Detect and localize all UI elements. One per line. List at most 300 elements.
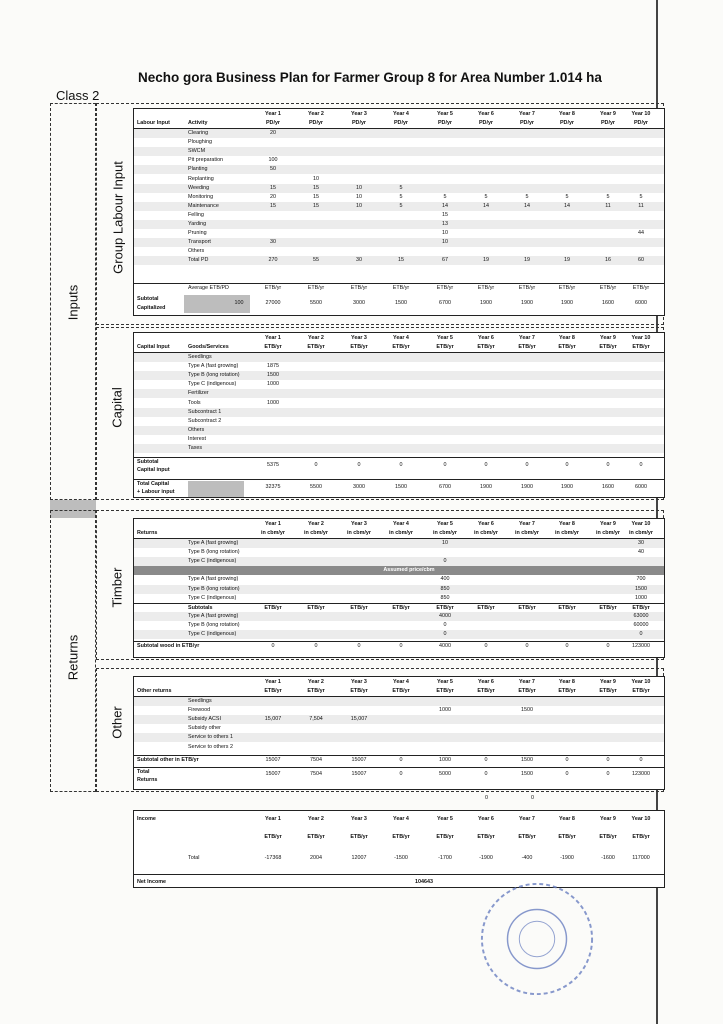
capital-subtotal-value: 0 <box>639 462 643 468</box>
row-section-label: Subtotal <box>137 296 159 302</box>
unit-header: ETB/yr <box>307 688 325 694</box>
avg-value: 100 <box>234 300 244 306</box>
year-header: Year 3 <box>351 679 367 685</box>
year-header: Year 8 <box>559 679 575 685</box>
cell-value: 700 <box>636 576 646 583</box>
row-label: Subsidy ACSI <box>188 716 221 723</box>
cell-value: -1600 <box>601 855 615 861</box>
row-section-label: Total <box>137 769 150 775</box>
total-returns-value: 123000 <box>632 771 650 777</box>
labour-subtotal-value: 27000 <box>265 300 281 306</box>
labour-subtotal-value: 3000 <box>353 300 365 306</box>
capital-subtotal-value: 5375 <box>267 462 279 468</box>
official-stamp <box>478 880 596 998</box>
net-income-value: 104643 <box>415 879 433 885</box>
cell-value: 10 <box>442 230 448 237</box>
unit-header: ETB/yr <box>558 285 576 291</box>
unit-header: ETB/yr <box>307 834 325 840</box>
unit-header: in cbm/yr <box>596 530 620 536</box>
year-header: Year 9 <box>600 679 616 685</box>
other-row <box>134 733 664 742</box>
year-header-row <box>134 110 664 119</box>
cell-value: 50 <box>270 166 276 173</box>
row-label: Yarding <box>188 221 207 227</box>
year-header: Year 2 <box>308 679 324 685</box>
unit-header: PD/yr <box>478 120 494 126</box>
row-label: Others <box>188 426 205 433</box>
year-header-row <box>134 678 664 687</box>
capital-row <box>134 371 664 380</box>
labour-row <box>134 238 664 247</box>
unit-header: ETB/yr <box>599 834 617 840</box>
total-returns-value: 0 <box>565 771 569 777</box>
cell-value: 30 <box>638 540 644 546</box>
capital-subtotal-value: 0 <box>314 462 318 468</box>
labour-subtotal-value: 6000 <box>635 300 647 306</box>
year-header: Year 5 <box>437 679 453 685</box>
capital-subtotal-value: 0 <box>565 462 569 468</box>
cell-value: -1700 <box>438 855 452 861</box>
cell-value: 10 <box>442 540 448 546</box>
cell-value: 60000 <box>633 621 649 628</box>
unit-header: PD/yr <box>308 120 324 126</box>
year-header: Year 1 <box>265 521 281 527</box>
row-label: Type B (long rotation) <box>188 372 240 379</box>
total-capital-box <box>188 481 244 497</box>
labour-subtotal-value: 5500 <box>310 300 322 306</box>
cell-value: 0 <box>525 643 529 650</box>
row-label: Type A (fast growing) <box>188 540 239 546</box>
year-header-row <box>134 520 664 529</box>
unit-header: ETB/yr <box>307 344 325 350</box>
capital-total-value: 1900 <box>480 484 492 490</box>
extra-value: 0 <box>485 795 488 801</box>
unit-header: ETB/yr <box>392 344 410 350</box>
cell-value: 0 <box>399 643 403 650</box>
year-header: Year 7 <box>519 521 535 527</box>
unit-header: in cbm/yr <box>474 530 498 536</box>
cell-value: -1500 <box>394 855 408 861</box>
cell-value: 2004 <box>310 855 322 861</box>
cell-value: 1000 <box>267 399 279 406</box>
capital-row <box>134 362 664 371</box>
total-returns-value: 15007 <box>265 771 281 777</box>
row-label: Monitoring <box>188 193 214 200</box>
cell-value: 60 <box>638 257 644 264</box>
timber-volume-row <box>134 539 664 548</box>
year-header: Year 3 <box>351 816 367 822</box>
cell-value: 5 <box>525 193 529 200</box>
cell-value: 850 <box>440 585 450 592</box>
unit-header: ETB/yr <box>558 344 576 350</box>
row-section-label: Capital Input <box>137 344 170 350</box>
cell-value: 14 <box>483 202 489 209</box>
timber-volume-row <box>134 557 664 566</box>
unit-header: ETB/yr <box>392 285 410 291</box>
capital-row <box>134 426 664 435</box>
other-row <box>134 724 664 733</box>
unit-header: in cbm/yr <box>555 530 579 536</box>
cell-value: 15 <box>313 184 319 191</box>
cell-value: 67 <box>442 257 448 264</box>
capital-table <box>133 332 665 498</box>
unit-header: in cbm/yr <box>347 530 371 536</box>
row-label: Interest <box>188 435 206 442</box>
unit-header: ETB/yr <box>392 688 410 694</box>
cell-value: 0 <box>565 643 569 650</box>
capital-total-value: 6700 <box>439 484 451 490</box>
cell-value: 11 <box>605 202 611 209</box>
cell-value: 4000 <box>439 643 451 650</box>
capital-total-value: 6000 <box>635 484 647 490</box>
timber-subtotal-row <box>134 612 664 621</box>
row-label: Activity <box>188 120 208 126</box>
other-table <box>133 676 665 790</box>
cell-value: 19 <box>564 257 570 264</box>
labour-avg-row <box>134 283 664 293</box>
row-section-label: Returns <box>137 777 158 783</box>
unit-header: ETB/yr <box>477 285 495 291</box>
cell-value: 15 <box>442 211 448 218</box>
total-returns-value: 0 <box>606 771 610 777</box>
cell-value: 1500 <box>635 585 647 592</box>
row-label: Subcontract 1 <box>188 408 222 415</box>
capital-subtotal-value: 0 <box>525 462 529 468</box>
cell-value: 10 <box>356 202 362 209</box>
year-header: Year 1 <box>265 816 281 822</box>
total-returns-value: 15007 <box>351 771 367 777</box>
unit-header: ETB/yr <box>264 604 282 611</box>
year-header: Year 4 <box>393 111 409 117</box>
cell-value: 15 <box>270 184 276 191</box>
total-returns-value: 7504 <box>310 771 322 777</box>
row-label: Planting <box>188 166 208 173</box>
row-label: Others <box>188 248 205 255</box>
timber-label: Timber <box>109 567 125 608</box>
row-section-label: Subtotal other in ETB/yr <box>137 757 199 763</box>
cell-value: 0 <box>639 757 643 763</box>
capital-row <box>134 380 664 389</box>
unit-header: PD/yr <box>351 120 367 126</box>
timber-table <box>133 518 665 658</box>
inputs-label: Inputs <box>65 284 81 321</box>
row-label: Seedlings <box>188 354 212 360</box>
cell-value: 30 <box>356 257 362 264</box>
capital-total-value: 5500 <box>310 484 322 490</box>
capital-total-value: 1900 <box>521 484 533 490</box>
unit-header: ETB/yr <box>558 604 576 611</box>
year-header: Year 10 <box>631 816 651 822</box>
row-label: Type C (indigenous) <box>188 594 237 601</box>
unit-header: ETB/yr <box>558 834 576 840</box>
year-header-row <box>134 334 664 343</box>
capital-subtotal-value: 0 <box>357 462 361 468</box>
year-header: Year 5 <box>437 335 453 341</box>
labour-row <box>134 147 664 156</box>
year-header: Year 6 <box>478 816 494 822</box>
cell-value: 20 <box>270 193 276 200</box>
year-header: Year 3 <box>351 335 367 341</box>
other-row <box>134 743 664 752</box>
unit-header: ETB/yr <box>350 344 368 350</box>
labour-label: Group Labour Input <box>110 161 126 274</box>
cell-value: 4000 <box>439 612 451 619</box>
unit-header: ETB/yr <box>350 834 368 840</box>
total-returns-value: 0 <box>399 771 403 777</box>
unit-header: PD/yr <box>519 120 535 126</box>
cell-value: 10 <box>442 239 448 246</box>
cell-value: 40 <box>638 549 644 556</box>
year-header: Year 4 <box>393 521 409 527</box>
year-header: Year 6 <box>478 111 494 117</box>
unit-header: ETB/yr <box>264 285 282 291</box>
cell-value: 5 <box>639 193 643 200</box>
cell-value: 1000 <box>635 594 647 601</box>
labour-row <box>134 247 664 256</box>
unit-header: ETB/yr <box>436 604 454 611</box>
cell-value: 10 <box>356 193 362 200</box>
cell-value: 0 <box>606 643 610 650</box>
cell-value: 15 <box>313 193 319 200</box>
other-row <box>134 706 664 715</box>
row-label: Total <box>188 855 200 861</box>
labour-table <box>133 108 665 316</box>
labour-row <box>134 193 664 202</box>
unit-header: ETB/yr <box>392 604 410 611</box>
timber-subtotal-wood-row <box>134 641 664 651</box>
cell-value: 5 <box>443 193 447 200</box>
capital-row <box>134 435 664 444</box>
year-header: Year 6 <box>478 679 494 685</box>
income-year-row <box>134 815 664 824</box>
cell-value: 5 <box>606 193 610 200</box>
year-header: Year 5 <box>437 816 453 822</box>
unit-header-row <box>134 687 664 696</box>
unit-header: PD/yr <box>600 120 616 126</box>
labour-subtotal-value: 6700 <box>439 300 451 306</box>
other-row <box>134 715 664 724</box>
unit-header: ETB/yr <box>518 344 536 350</box>
labour-row <box>134 256 664 265</box>
cell-value: 15 <box>313 202 319 209</box>
cell-value: 20 <box>270 130 276 136</box>
unit-header: in cbm/yr <box>261 530 285 536</box>
year-header: Year 9 <box>600 521 616 527</box>
row-label: Type B (long rotation) <box>188 621 240 628</box>
unit-header: ETB/yr <box>632 604 650 611</box>
unit-header: ETB/yr <box>599 285 617 291</box>
cell-value: 5 <box>484 193 488 200</box>
cell-value: 44 <box>638 230 644 237</box>
year-header: Year 6 <box>478 335 494 341</box>
row-section-label: + Labour input <box>137 489 175 495</box>
cell-value: 1000 <box>267 381 279 388</box>
cell-value: 0 <box>443 631 447 637</box>
cell-value: 14 <box>564 202 570 209</box>
cell-value: 0 <box>314 643 318 650</box>
unit-header: in cbm/yr <box>304 530 328 536</box>
unit-header: ETB/yr <box>264 688 282 694</box>
extra-value: 0 <box>531 795 534 801</box>
cell-value: 400 <box>440 576 450 583</box>
year-header: Year 9 <box>600 111 616 117</box>
unit-header: ETB/yr <box>477 604 495 611</box>
year-header: Year 2 <box>308 111 324 117</box>
year-header: Year 10 <box>631 111 651 117</box>
year-header: Year 4 <box>393 816 409 822</box>
year-header: Year 3 <box>351 521 367 527</box>
cell-value: 13 <box>442 221 448 227</box>
class-label: Class 2 <box>56 88 100 103</box>
unit-header: ETB/yr <box>599 688 617 694</box>
year-header: Year 1 <box>265 679 281 685</box>
row-label: Goods/Services <box>188 344 229 350</box>
timber-subtotal-row <box>134 630 664 639</box>
row-label: Type C (indigenous) <box>188 381 237 388</box>
labour-row <box>134 202 664 211</box>
row-label: Type A (fast growing) <box>188 612 239 619</box>
cell-value: 123000 <box>632 643 650 650</box>
capital-subtotal-value: 0 <box>484 462 488 468</box>
page-title: Necho gora Business Plan for Farmer Group 8 for Area Number 1.014 ha <box>138 70 602 85</box>
capital-row <box>134 353 664 362</box>
cell-value: 850 <box>440 594 450 601</box>
row-label: Ploughing <box>188 139 212 146</box>
cell-value: 30 <box>270 239 276 246</box>
row-label: Firewood <box>188 707 211 714</box>
row-label: Average ETB/PD <box>188 285 229 291</box>
row-label: Replanting <box>188 175 214 182</box>
other-label: Other <box>109 706 125 739</box>
row-section-label: Returns <box>137 530 158 536</box>
unit-header-row <box>134 119 664 128</box>
row-section-label: Subtotal wood in ETB/yr <box>137 643 200 650</box>
total-returns-value: 5000 <box>439 771 451 777</box>
cell-value: 14 <box>524 202 530 209</box>
row-label: Service to others 2 <box>188 743 233 750</box>
unit-header: in cbm/yr <box>629 530 653 536</box>
unit-header: ETB/yr <box>518 834 536 840</box>
cell-value: -1900 <box>560 855 574 861</box>
row-label: Felling <box>188 211 204 218</box>
cell-value: 15 <box>398 257 404 264</box>
labour-row <box>134 220 664 229</box>
cell-value: 0 <box>565 757 569 763</box>
labour-row <box>134 138 664 147</box>
year-header: Year 5 <box>437 111 453 117</box>
row-section-label: Other returns <box>137 688 172 694</box>
unit-header: ETB/yr <box>518 688 536 694</box>
cell-value: 0 <box>639 631 643 637</box>
year-header: Year 5 <box>437 521 453 527</box>
unit-header: ETB/yr <box>632 344 650 350</box>
cell-value: 5 <box>399 193 403 200</box>
total-returns-label-row <box>134 776 664 785</box>
cell-value: 15 <box>270 202 276 209</box>
cell-value: 270 <box>268 257 278 264</box>
cell-value: 7,504 <box>309 716 323 723</box>
row-label: Pit preparation <box>188 157 224 164</box>
year-header: Year 8 <box>559 335 575 341</box>
cell-value: 19 <box>524 257 530 264</box>
row-label: Transport <box>188 239 211 246</box>
labour-row <box>134 156 664 165</box>
row-section-label: Total Capital <box>137 481 169 487</box>
cell-value: 19 <box>483 257 489 264</box>
cell-value: 11 <box>638 202 644 209</box>
labour-row <box>134 175 664 184</box>
timber-price-header <box>134 566 664 575</box>
cell-value: 1875 <box>267 363 279 370</box>
year-header: Year 7 <box>519 111 535 117</box>
cell-value: 63000 <box>633 612 649 619</box>
unit-header: ETB/yr <box>307 285 325 291</box>
row-section-label: Capital input <box>137 467 170 473</box>
income-unit-row <box>134 833 664 842</box>
row-label: Type C (indigenous) <box>188 558 237 565</box>
cell-value: 15007 <box>351 757 367 763</box>
labour-subtotal-value: 1600 <box>602 300 614 306</box>
unit-header: ETB/yr <box>350 285 368 291</box>
cell-value: 0 <box>271 643 275 650</box>
cell-value: 14 <box>442 202 448 209</box>
cell-value: 0 <box>484 757 488 763</box>
labour-subtotal-value: 1500 <box>395 300 407 306</box>
unit-header: in cbm/yr <box>433 530 457 536</box>
unit-header: ETB/yr <box>436 344 454 350</box>
row-label: Clearing <box>188 130 209 136</box>
unit-header: ETB/yr <box>558 688 576 694</box>
unit-header: ETB/yr <box>518 285 536 291</box>
capital-label: Capital <box>109 387 125 428</box>
cell-value: 0 <box>484 643 488 650</box>
cell-value: 0 <box>443 621 447 628</box>
cell-value: 12007 <box>351 855 367 861</box>
unit-header: ETB/yr <box>350 688 368 694</box>
cell-value: 1000 <box>439 757 451 763</box>
assumed-price-label: Assumed price/cbm <box>383 567 435 574</box>
cell-value: 0 <box>443 558 447 565</box>
row-section-label: Income <box>137 816 156 822</box>
unit-header: ETB/yr <box>632 285 650 291</box>
capital-total-value: 1500 <box>395 484 407 490</box>
year-header: Year 3 <box>351 111 367 117</box>
year-header: Year 6 <box>478 521 494 527</box>
row-label: Subtotals <box>188 604 213 611</box>
cell-value: 1000 <box>439 707 451 714</box>
unit-header: ETB/yr <box>632 688 650 694</box>
row-label: Subcontract 2 <box>188 417 222 424</box>
capital-total-value: 3000 <box>353 484 365 490</box>
labour-row <box>134 129 664 138</box>
row-label: Type B (long rotation) <box>188 549 240 556</box>
year-header: Year 4 <box>393 335 409 341</box>
capital-row <box>134 408 664 417</box>
timber-subtotal-row <box>134 621 664 630</box>
unit-header-row <box>134 343 664 352</box>
total-returns-value: 1500 <box>521 771 533 777</box>
cell-value: -400 <box>521 855 533 861</box>
unit-header: PD/yr <box>393 120 409 126</box>
row-label: Taxes <box>188 445 203 451</box>
labour-subtotal-value: 1900 <box>480 300 492 306</box>
capital-subtotal-value: 0 <box>606 462 610 468</box>
row-label: Maintenance <box>188 202 219 209</box>
unit-header: ETB/yr <box>350 604 368 611</box>
unit-header: PD/yr <box>633 120 649 126</box>
labour-subtotal-value: 1900 <box>561 300 573 306</box>
cell-value: 0 <box>399 757 403 763</box>
